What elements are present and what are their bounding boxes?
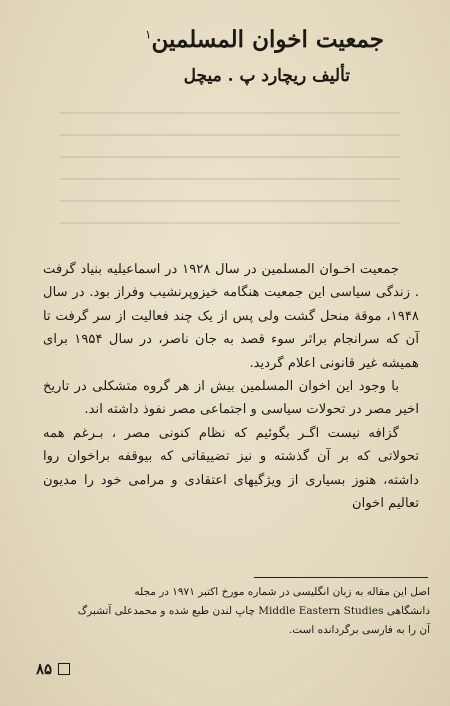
author-line: تألیف ریچارد پ . میچل (183, 66, 350, 86)
page-footer (36, 660, 70, 678)
footnote-line-2: دانشگاهی Middle Eastern Studies چاپ لندن طبع شده و محمدعلی آتشبرگ (77, 605, 430, 617)
footnote-mark: ۱ (145, 27, 152, 42)
paragraph-2: با وجود این اخوان المسلمین بیش از هر گروه متشکلی در تاریخ اخیر مصر در تحولات سیاسی و اجتماعی مصر نفوذ داشته اند. (43, 379, 419, 418)
page-number: ۸۵ (36, 660, 53, 678)
footnote-line-1: اصل این مقاله به زبان انگلیسی در شماره مورخ اکتبر ۱۹۷۱ در مجله (134, 586, 430, 598)
bleed-through-texture (60, 92, 400, 242)
square-ornament-icon (58, 663, 70, 675)
paragraph-3: گزافه نیست اگـر بگوئیم که نظام کنونی مصر ، بـرغم همه تحولاتی که بر آن گذشته و نیز تضییقاتی که بیوقفه براخوان روا داشته، هنوز بسیاری از ویژگیهای اعتقادی و مرامی خود را مدیون تعالیم اخوان (43, 425, 419, 512)
chapter-title (54, 26, 384, 53)
paragraph-1: جمعیت اخـوان المسلمین در سال ۱۹۲۸ در اسماعیلیه بنیاد گرفت . زندگی سیاسی این جمعیت هنگامه خیزوپرنشیب وفراز بود. در سال ۱۹۴۸، موقة منحل گشت ولی پس از یک چند فعالیت از سر گرفت تا آن که سرانجام براثر سوء قصد به جان ناصر، در سال ۱۹۵۴ برای همیشه غیر قانونی اعلام گردید. (43, 262, 420, 371)
chapter-title-text: جمعیت اخوان المسلمین (151, 26, 384, 53)
footnote-line-3: آن را به فارسی برگردانده است. (288, 624, 430, 636)
body-text (43, 258, 419, 515)
footnote-rule (254, 577, 428, 578)
footnote (60, 583, 430, 640)
